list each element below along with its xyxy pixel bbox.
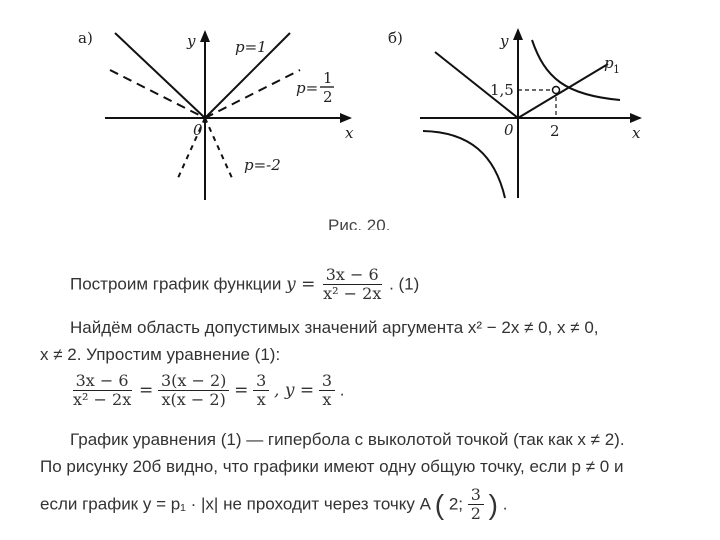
figure-20 <box>0 0 720 230</box>
line1-fraction-den: x² − 2x <box>323 284 382 304</box>
line7-period: . <box>502 494 508 514</box>
eq-frac-1-den: x² − 2x <box>73 390 132 410</box>
eq-period: . <box>339 380 345 400</box>
line1-fraction-num: 3x − 6 <box>323 266 382 285</box>
line1-suffix: . (1) <box>389 274 420 294</box>
line7-paren-close: ) <box>488 488 498 520</box>
line-phalf-left <box>110 70 205 118</box>
left-graph <box>105 30 352 200</box>
right-y-arrow <box>513 28 523 40</box>
line-p1-abs-right <box>518 64 608 118</box>
eq-frac-3 <box>253 372 269 410</box>
figure-caption: Рис. 20. <box>328 216 391 230</box>
line7-fraction-den: 2 <box>470 504 481 524</box>
line-pm2-right <box>205 118 232 178</box>
right-x-arrow <box>630 113 642 123</box>
right-panel-label: б) <box>388 29 403 47</box>
hyperbola-left-branch <box>423 131 505 198</box>
left-panel-label: а) <box>78 29 93 47</box>
label-phalf-prefix: p= <box>296 79 319 97</box>
line7-fraction-num: 3 <box>468 486 484 505</box>
line-phalf-right <box>205 70 300 118</box>
line1-y: y = <box>286 274 316 295</box>
label-phalf-den: 2 <box>323 88 333 106</box>
line1-prefix: Построим график функции <box>70 274 282 294</box>
text-line-2: Найдём область допустимых значений аргумента x² − 2x ≠ 0, x ≠ 0, <box>70 318 599 337</box>
left-y-arrow <box>200 30 210 42</box>
line7-point: 2; <box>448 494 464 514</box>
label-pm2: p=-2 <box>244 156 281 174</box>
line7-paren-open: ( <box>434 488 445 520</box>
left-x-arrow <box>340 113 352 123</box>
curve-p1-label: p <box>604 54 614 72</box>
text-line-6: По рисунку 20б видно, что графики имеют одну общую точку, если p ≠ 0 и <box>40 457 624 476</box>
eq-frac-2-den: x(x − 2) <box>161 390 226 410</box>
equation-line <box>70 372 344 410</box>
line7-fraction <box>468 486 484 524</box>
tick-y-label: 1,5 <box>490 81 514 99</box>
right-origin-label: 0 <box>504 121 514 139</box>
eq-frac-4 <box>319 372 335 410</box>
eq-frac-2-num: 3(x − 2) <box>158 372 229 391</box>
eq-frac-4-den: x <box>322 390 332 410</box>
curve-p1-sub: 1 <box>613 63 620 76</box>
text-line-5: График уравнения (1) — гипербола с выколотой точкой (так как x ≠ 2). <box>70 430 625 449</box>
right-y-label: y <box>500 32 509 50</box>
left-x-label: x <box>345 124 354 142</box>
label-phalf-num: 1 <box>323 69 333 87</box>
eq-frac-3-den: x <box>256 390 266 410</box>
eq-frac-4-num: 3 <box>319 372 335 391</box>
eq-y: , y = <box>274 380 315 401</box>
punctured-point <box>553 87 560 94</box>
left-origin-label: 0 <box>193 121 203 139</box>
text-line-3: x ≠ 2. Упростим уравнение (1): <box>40 345 281 364</box>
text-line-7 <box>40 486 507 524</box>
eq-equals-1: = <box>138 380 154 401</box>
left-y-label: y <box>187 32 196 50</box>
eq-equals-2: = <box>234 380 249 401</box>
eq-frac-1-num: 3x − 6 <box>73 372 132 391</box>
label-p1: p=1 <box>235 38 267 56</box>
right-x-label: x <box>632 124 641 142</box>
eq-frac-3-num: 3 <box>253 372 269 391</box>
text-line-1 <box>70 266 419 304</box>
eq-frac-2 <box>158 372 229 410</box>
line7-prefix: если график y = p₁ · |x| не проходит через точку A <box>40 494 431 514</box>
eq-frac-1 <box>70 372 134 410</box>
tick-x-label: 2 <box>550 122 560 140</box>
line1-fraction <box>320 266 384 304</box>
